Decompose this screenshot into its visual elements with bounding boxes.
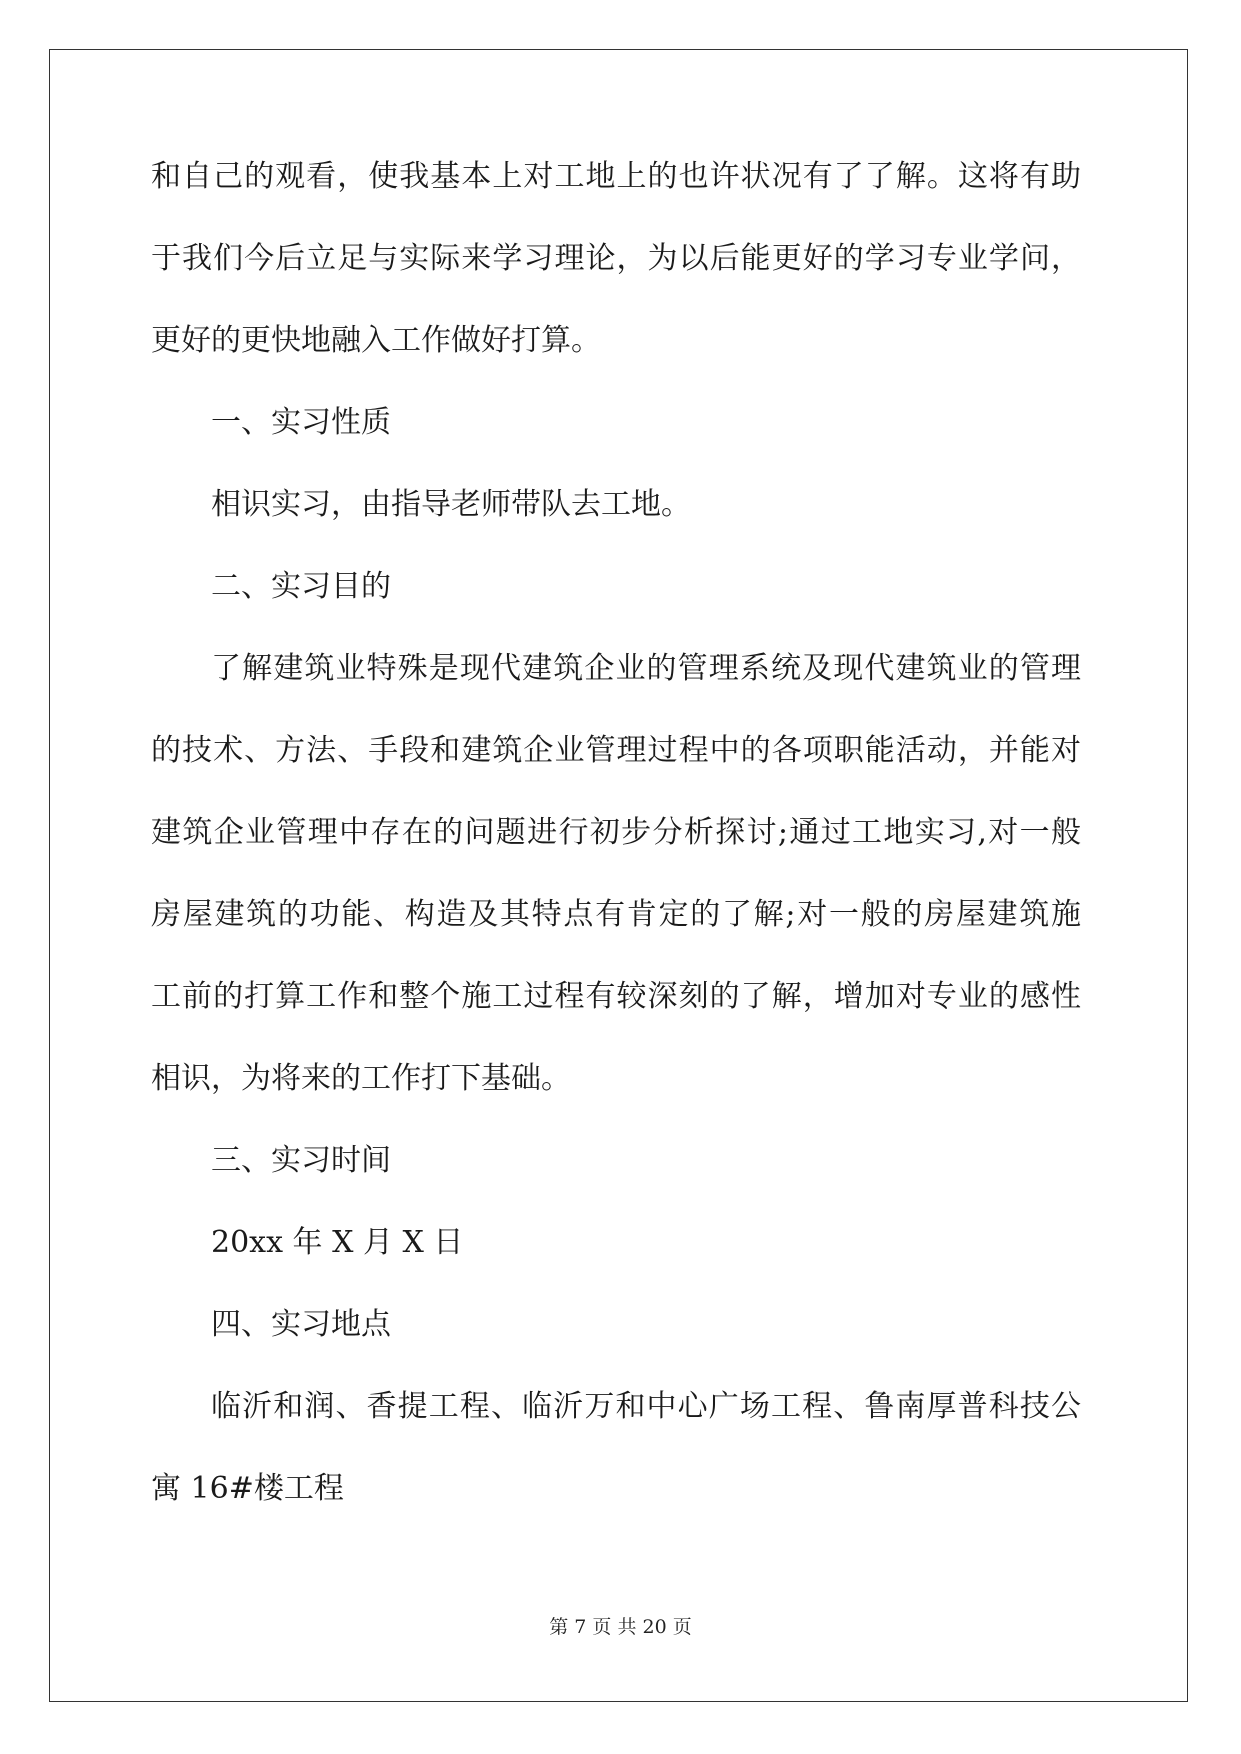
body-line-nature: 相识实习，由指导老师带队去工地。: [211, 487, 691, 522]
body-line-2: 于我们今后立足与实际来学习理论，为以后能更好的学习专业学问，: [151, 241, 1081, 276]
page-number-footer: 第 7 页 共 20 页: [549, 1616, 692, 1638]
body-line-1: 和自己的观看，使我基本上对工地上的也许状况有了了解。这将有助: [151, 159, 1081, 194]
body-line-purpose-6: 相识，为将来的工作打下基础。: [151, 1061, 571, 1096]
body-line-purpose-4: 房屋建筑的功能、构造及其特点有肯定的了解;对一般的房屋建筑施: [151, 897, 1081, 932]
body-line-location-1: 临沂和润、香提工程、临沂万和中心广场工程、鲁南厚普科技公: [211, 1389, 1081, 1424]
body-line-purpose-2: 的技术、方法、手段和建筑企业管理过程中的各项职能活动，并能对: [151, 733, 1081, 768]
body-line-time: 20xx 年 X 月 X 日: [211, 1225, 464, 1260]
document-body: [151, 160, 1081, 1554]
body-line-location-2: 寓 16#楼工程: [151, 1471, 344, 1506]
section-heading-nature: 一、实习性质: [211, 405, 391, 440]
section-heading-time: 三、实习时间: [211, 1143, 391, 1178]
body-line-3: 更好的更快地融入工作做好打算。: [151, 323, 601, 358]
body-line-purpose-3: 建筑企业管理中存在的问题进行初步分析探讨;通过工地实习,对一般: [151, 815, 1081, 850]
body-line-purpose-5: 工前的打算工作和整个施工过程有较深刻的了解，增加对专业的感性: [151, 979, 1081, 1014]
body-line-purpose-1: 了解建筑业特殊是现代建筑企业的管理系统及现代建筑业的管理: [211, 651, 1081, 686]
section-heading-location: 四、实习地点: [211, 1307, 391, 1342]
section-heading-purpose: 二、实习目的: [211, 569, 391, 604]
